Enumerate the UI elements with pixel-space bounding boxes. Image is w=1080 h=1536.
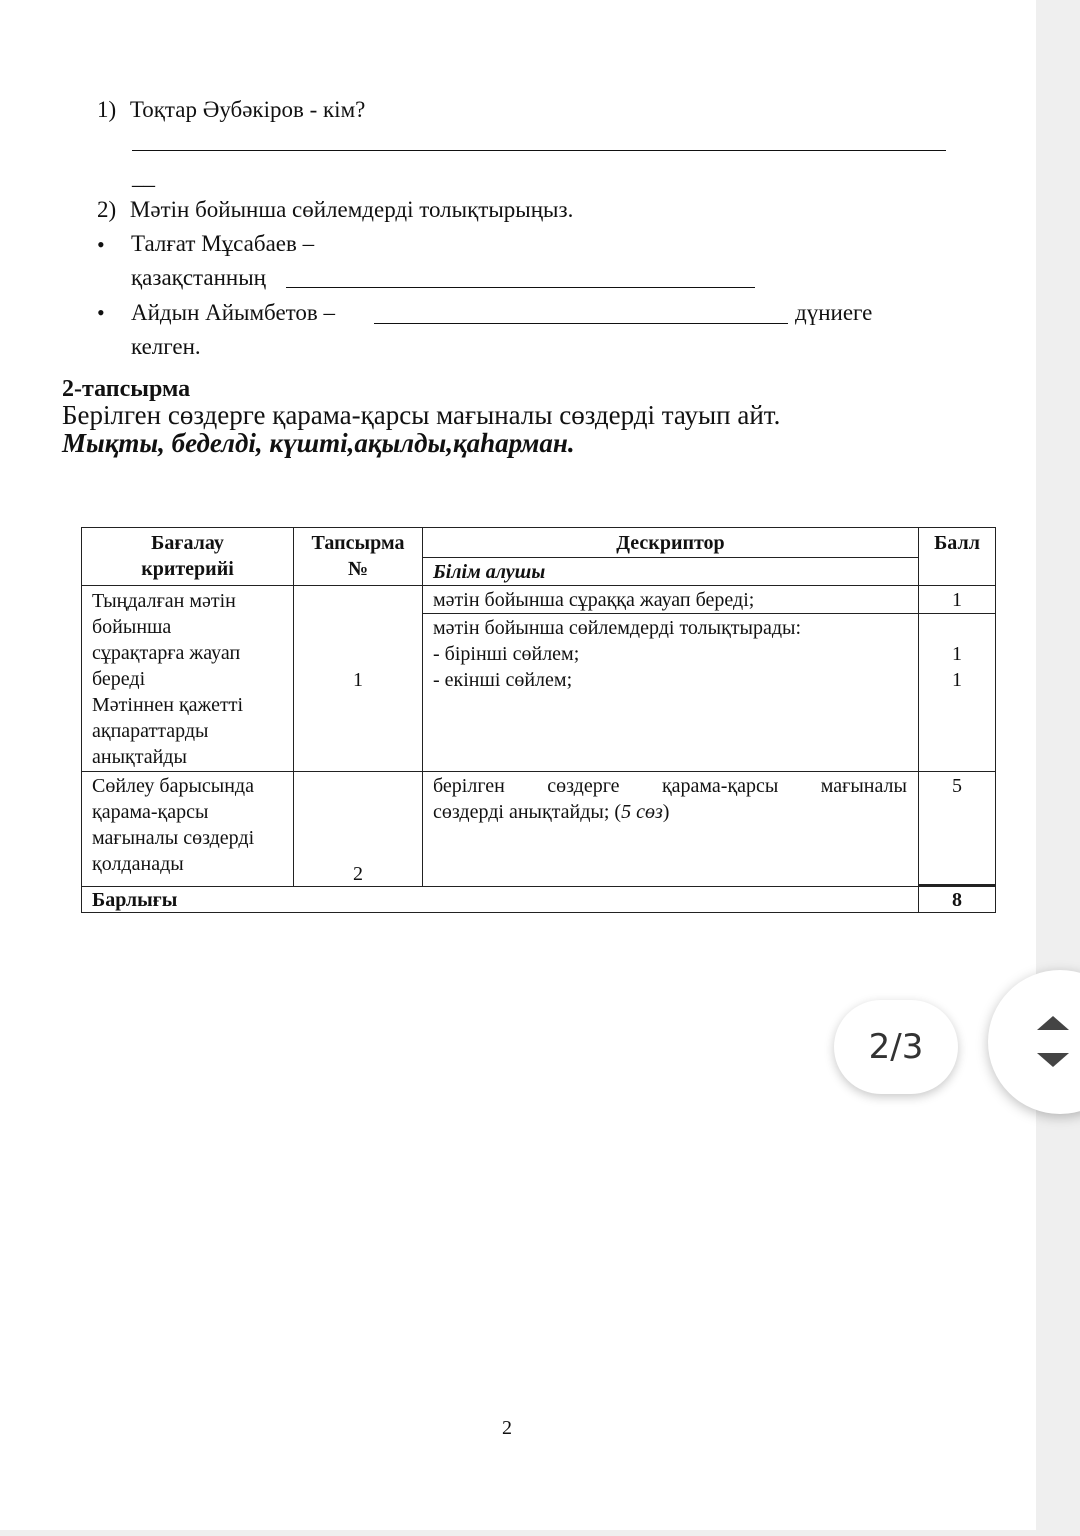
criteria-line: ақпараттарды <box>92 720 209 742</box>
table-border <box>81 912 995 913</box>
descriptor-word: сөздерге <box>547 775 620 797</box>
page-indicator: 2/3 <box>834 1000 958 1094</box>
page-number: 2 <box>502 1417 512 1439</box>
chevron-down-icon[interactable] <box>1037 1053 1069 1067</box>
total-score: 8 <box>952 889 962 911</box>
criteria-line: мағыналы сөздерді <box>92 827 255 849</box>
header-descriptor: Дескриптор <box>616 532 725 554</box>
table-border <box>81 527 995 528</box>
descriptor-text: сөздерді анықтайды; ( <box>433 801 622 823</box>
chevron-up-icon[interactable] <box>1037 1016 1069 1030</box>
table-border <box>422 613 995 614</box>
question-1 <box>97 97 365 123</box>
header-learner: Білім алушы <box>433 561 546 583</box>
criteria-line: береді <box>92 668 146 690</box>
row-1-score-1: 1 <box>952 589 962 611</box>
question-2 <box>97 197 573 223</box>
bullet-1-line1: Талғат Мұсабаев – <box>131 231 315 256</box>
question-2-text: Мәтін бойынша сөйлемдерді толықтырыңыз. <box>129 197 574 222</box>
total-label: Барлығы <box>92 889 178 911</box>
row-1-criteria <box>92 588 243 770</box>
row-2-task: 2 <box>353 863 363 885</box>
score-value: 1 <box>952 669 962 691</box>
viewer-margin <box>1036 0 1080 1536</box>
row-2-descriptor <box>433 773 907 825</box>
descriptor-word: берілген <box>433 775 505 797</box>
row-2-criteria <box>92 773 254 877</box>
table-border <box>81 771 995 772</box>
task-2-instruction: Берілген сөздерге қарама-қарсы мағыналы сөздерді тауып айт. <box>62 400 781 430</box>
bullet-icon: • <box>97 300 105 325</box>
criteria-line: Сөйлеу барысында <box>92 775 254 797</box>
row-2-score: 5 <box>952 775 962 797</box>
criteria-line: анықтайды <box>92 746 187 768</box>
table-border <box>81 886 995 887</box>
header-criteria-line1: Бағалау <box>151 532 224 554</box>
table-border <box>918 884 995 886</box>
table-border <box>995 527 996 913</box>
header-task <box>294 530 422 582</box>
header-score: Балл <box>934 532 980 554</box>
header-task-line2: № <box>347 558 369 580</box>
header-task-line1: Тапсырма <box>311 532 405 554</box>
bullet-1-line2: қазақстанның <box>131 265 266 290</box>
answer-line-1 <box>132 150 946 151</box>
row-1-descriptor-1: мәтін бойынша сұраққа жауап береді; <box>433 589 755 611</box>
answer-line-2 <box>286 287 755 288</box>
task-2-words: Мықты, беделді, күшті,ақылды,қаһарман. <box>62 428 575 458</box>
descriptor-word: қарама-қарсы <box>661 775 779 797</box>
descriptor-italic: 5 сөз <box>621 801 663 823</box>
answer-line-3 <box>374 323 788 324</box>
criteria-line: Мәтіннен қажетті <box>92 694 244 716</box>
question-1-text: Тоқтар Әубәкіров - кім? <box>129 97 366 122</box>
table-border <box>81 527 82 913</box>
descriptor-line: мәтін бойынша сөйлемдерді толықтырады: <box>433 617 802 639</box>
header-criteria <box>82 530 293 582</box>
descriptor-line: - бірінші сөйлем; <box>433 643 580 665</box>
task-2-title: 2-тапсырма <box>62 376 191 402</box>
descriptor-line <box>433 773 907 799</box>
descriptor-line: - екінші сөйлем; <box>433 669 573 691</box>
row-1-descriptor-2 <box>433 615 801 693</box>
header-criteria-line2: критерийі <box>141 558 234 580</box>
score-value: 1 <box>952 643 962 665</box>
criteria-line: қолданады <box>92 853 184 875</box>
table-border <box>918 527 919 913</box>
criteria-line: Тыңдалған мәтін <box>92 590 236 612</box>
descriptor-text: ) <box>662 801 670 823</box>
descriptor-line <box>433 799 907 825</box>
answer-line-1-tail: __ <box>132 164 155 189</box>
bullet-2-line2: келген. <box>131 334 201 359</box>
bullet-icon: • <box>97 232 105 257</box>
row-1-scores-2 <box>919 641 995 693</box>
table-border <box>81 585 995 586</box>
bullet-2-prefix: Айдын Айымбетов – <box>131 300 336 325</box>
row-1-task: 1 <box>353 669 363 691</box>
bullet-2-suffix: дүниеге <box>795 300 873 325</box>
table-border <box>422 527 423 886</box>
table-border <box>422 557 918 558</box>
criteria-line: қарама-қарсы <box>92 801 209 823</box>
question-1-number: 1) <box>97 97 117 122</box>
descriptor-word: мағыналы <box>820 775 907 797</box>
criteria-line: сұрақтарға жауап <box>92 642 241 664</box>
criteria-line: бойынша <box>92 616 172 638</box>
question-2-number: 2) <box>97 197 117 222</box>
